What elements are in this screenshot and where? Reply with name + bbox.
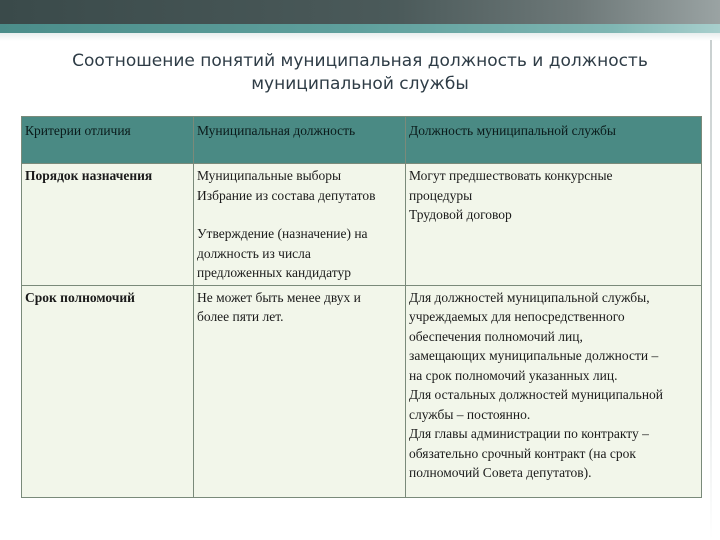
cell-line: обеспечения полномочий лиц,: [409, 328, 583, 344]
cell-line: на срок полномочий указанных лиц.: [409, 367, 618, 383]
row-criterion: Порядок назначения: [22, 164, 194, 286]
cell-line: Избрание из состава депутатов: [197, 187, 376, 203]
row-municipal-cell: [194, 285, 406, 498]
cell-line: Муниципальные выборы: [197, 168, 342, 183]
top-decorative-bar: [0, 0, 720, 24]
slide-title-line-1: Соотношение понятий муниципальная должность и должность: [72, 51, 648, 71]
cell-line: должность из числа: [197, 245, 311, 261]
cell-line: Для должностей муниципальной службы,: [409, 289, 650, 305]
cell-line: предложенных кандидатур: [197, 265, 351, 280]
cell-line: Утверждение (назначение) на: [197, 226, 368, 241]
cell-spacer: [197, 205, 402, 224]
cell-line: Для остальных должностей муниципальной: [409, 387, 664, 402]
cell-line: Не может быть менее двух и: [197, 289, 361, 305]
cell-line: процедуры: [409, 187, 473, 203]
header-criteria: Критерии отличия: [22, 117, 194, 164]
comparison-table: [21, 116, 702, 498]
row-municipal-cell: [194, 164, 406, 286]
cell-line: более пяти лет.: [197, 309, 284, 324]
header-service-position: Должность муниципальной службы: [406, 117, 702, 164]
cell-line: замещающих муниципальные должности –: [409, 348, 659, 363]
row-criterion: Срок полномочий: [22, 285, 194, 498]
table-row: [22, 164, 702, 286]
cell-line: Могут предшествовать конкурсные: [409, 168, 613, 183]
row-service-cell: [406, 285, 702, 498]
slide-title-line-2: муниципальной службы: [251, 74, 469, 94]
cell-line: полномочий Совета депутатов).: [409, 465, 592, 480]
table-row: [22, 285, 702, 498]
cell-line: Для главы администрации по контракту –: [409, 426, 649, 441]
slide-title: [40, 50, 680, 96]
right-edge-rule: [710, 40, 712, 540]
header-municipal-position: Муниципальная должность: [194, 117, 406, 164]
row-service-cell: [406, 164, 702, 286]
top-accent-bar: [0, 24, 720, 33]
cell-line: службы – постоянно.: [409, 406, 531, 422]
cell-line: Трудовой договор: [409, 207, 512, 222]
table-header-row: [22, 117, 702, 164]
top-fade: [0, 33, 720, 41]
cell-line: учреждаемых для непосредственного: [409, 309, 625, 324]
cell-line: обязательно срочный контракт (на срок: [409, 445, 636, 461]
